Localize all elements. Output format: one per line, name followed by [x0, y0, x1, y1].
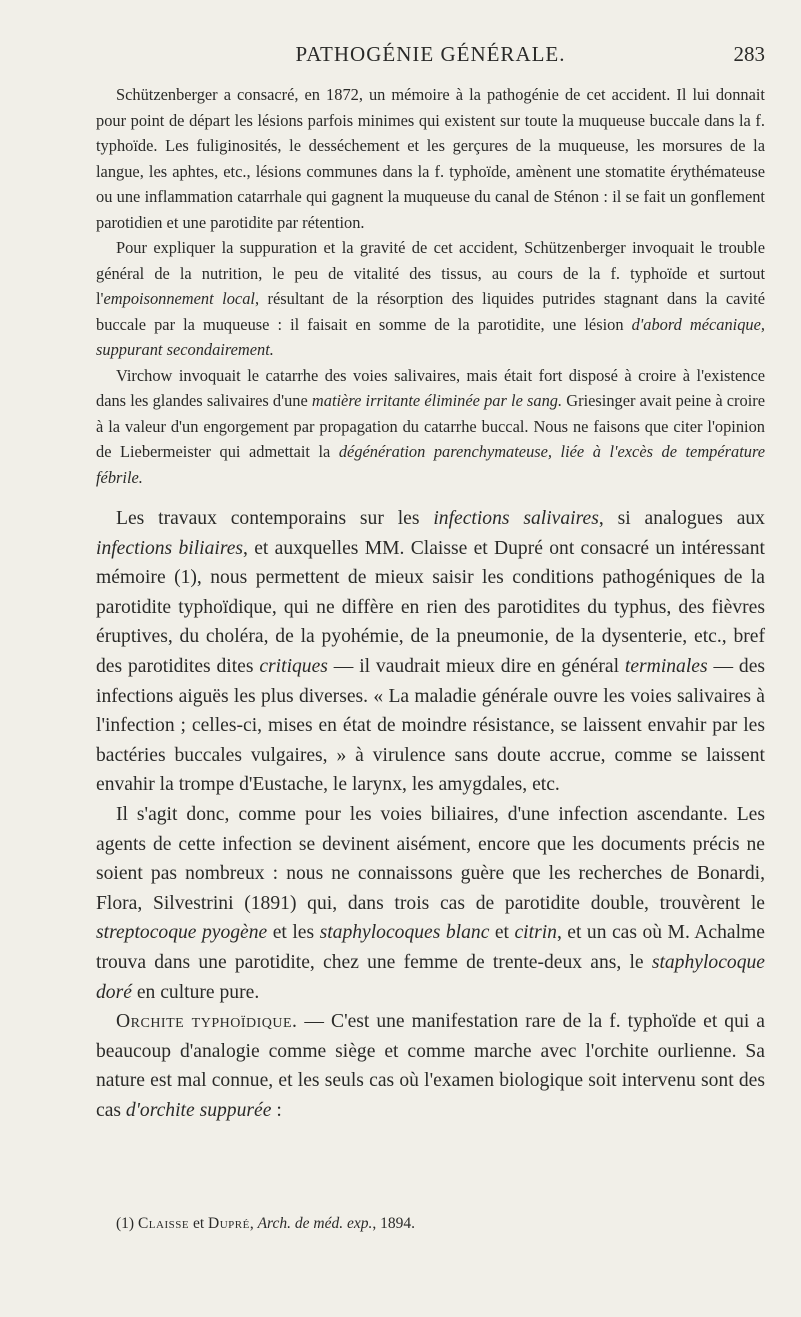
italic-text: empoisonnement local	[103, 289, 255, 308]
italic-text: infections salivaires	[433, 508, 599, 529]
small-print-section	[96, 82, 765, 490]
text-run: Schützenberger a consacré, en 1872, un mémoire à la pathogénie de cet accident. Il lui donnait pour point de départ les lésions parfois minimes qui existent sur toute la muqueuse buccale dans la f. typhoïde. Les fuliginosités, le desséchement et les gerçures de la muqueuse, les morsures de la langue, les aphtes, etc., lésions communes dans la f. typhoïde, amènent une stomatite érythémateuse ou une inflammation catarrhale qui gagnent la muqueuse du canal de Sténon : il se fait un gonflement parotidien et une parotidite par rétention.	[96, 85, 765, 232]
text-run: , 1894.	[372, 1215, 415, 1232]
text-run: en culture pure.	[131, 981, 260, 1003]
italic-text: critiques	[259, 655, 328, 677]
italic-text: d'abord mécanique, suppurant secondairement.	[96, 314, 765, 359]
italic-text: staphylocoque doré	[96, 951, 765, 1003]
text-run: ,	[249, 1215, 258, 1232]
italic-text: matière irritante éliminée par le sang.	[311, 391, 563, 410]
running-title: PATHOGÉNIE GÉNÉRALE.	[295, 42, 566, 66]
text-run: — des infections aiguës les plus diverses. « La maladie générale ouvre les voies salivaires à l'infection ; celles-ci, mises en état de moindre résistance, se laissent envahir par les bactéries buccales vulgaires, » à virulence sans doute accrue, comme se laissent envahir la trompe d'Eustache, le larynx, les amygdales, etc.	[96, 655, 766, 796]
smallcaps-text: Orchite typhoïdique.	[116, 1011, 298, 1033]
italic-text: dégénération parenchymateuse, liée à l'excès de température fébrile.	[96, 442, 765, 487]
text-run: , et un cas où M. Achalme trouva dans une parotidite, chez une femme de trente-deux ans, le	[96, 922, 765, 973]
main-text-section	[96, 504, 765, 1125]
paragraph	[96, 363, 765, 491]
text-run: Les travaux contemporains sur les	[116, 508, 434, 529]
paragraph	[96, 504, 765, 800]
text-run: , si analogues aux	[598, 508, 765, 529]
text-run: Pour expliquer la suppuration et la gravité de cet accident, Schützenberger invoquait le trouble général de la nutrition, le peu de vitalité des tissus, au cours de la f. typhoïde et surtout l'	[96, 238, 765, 308]
page-body	[96, 82, 765, 1125]
italic-text: terminales	[624, 655, 708, 677]
text-run: :	[271, 1099, 282, 1121]
italic-text: Arch. de méd. exp.	[257, 1215, 373, 1232]
paragraph	[96, 1007, 765, 1125]
smallcaps-text: Dupré	[208, 1215, 250, 1232]
paragraph	[96, 82, 765, 235]
text-run: et les	[267, 922, 320, 944]
footnote	[96, 1213, 765, 1235]
text-run: et	[189, 1215, 209, 1232]
italic-text: d'orchite suppurée	[125, 1099, 272, 1121]
smallcaps-text: Claisse	[137, 1215, 190, 1232]
paragraph	[96, 235, 765, 363]
text-run: , et auxquelles MM. Claisse et Dupré ont consacré un intéressant mémoire (1), nous permettent de mieux saisir les conditions pathogéniques de la parotidite typhoïdique, qui ne diffère en rien des parotidites du typhus, des fièvres éruptives, du choléra, de la pyohémie, de la pneumonie, de la dysenterie, etc., bref des parotidites dites	[96, 537, 765, 677]
text-run: Il s'agit donc, comme pour les voies biliaires, d'une infection ascendante. Les agents de cette infection se devinent aisément, encore que les documents précis ne soient pas nombreux : nous ne connaissons guère que les recherches de Bonardi, Flora, Silvestrini (1891) qui, dans trois cas de parotidite double, trouvèrent le	[96, 803, 765, 914]
italic-text: streptocoque pyogène	[96, 922, 268, 944]
italic-text: staphylocoques blanc	[319, 922, 490, 944]
page-number: 283	[733, 42, 765, 66]
italic-text: citrin	[514, 922, 557, 944]
text-run: Virchow invoquait le catarrhe des voies salivaires, mais était fort disposé à croire à l'existence dans les glandes salivaires d'une	[96, 365, 765, 410]
paragraph	[96, 800, 765, 1007]
page-header	[96, 42, 765, 72]
text-run: , résultant de la résorption des liquides putrides stagnant dans la cavité buccale par la muqueuse : il faisait en somme de la parotidite, une lésion	[96, 289, 765, 334]
text-run: Griesinger avait peine à croire à la valeur d'un engorgement par propagation du catarrhe buccal. Nous ne faisons que citer l'opinion de Liebermeister qui admettait la	[96, 391, 765, 461]
text-run: (1)	[116, 1215, 138, 1232]
text-run: et	[489, 922, 515, 944]
text-run: — il vaudrait mieux dire en général	[327, 655, 625, 677]
italic-text: infections biliaires	[96, 537, 244, 559]
text-run: — C'est une manifestation rare de la f. typhoïde et qui a beaucoup d'analogie comme siège et comme marche avec l'orchite ourlienne. Sa nature est mal connue, et les seuls cas où l'examen biologique soit intervenu sont des cas	[96, 1011, 765, 1121]
